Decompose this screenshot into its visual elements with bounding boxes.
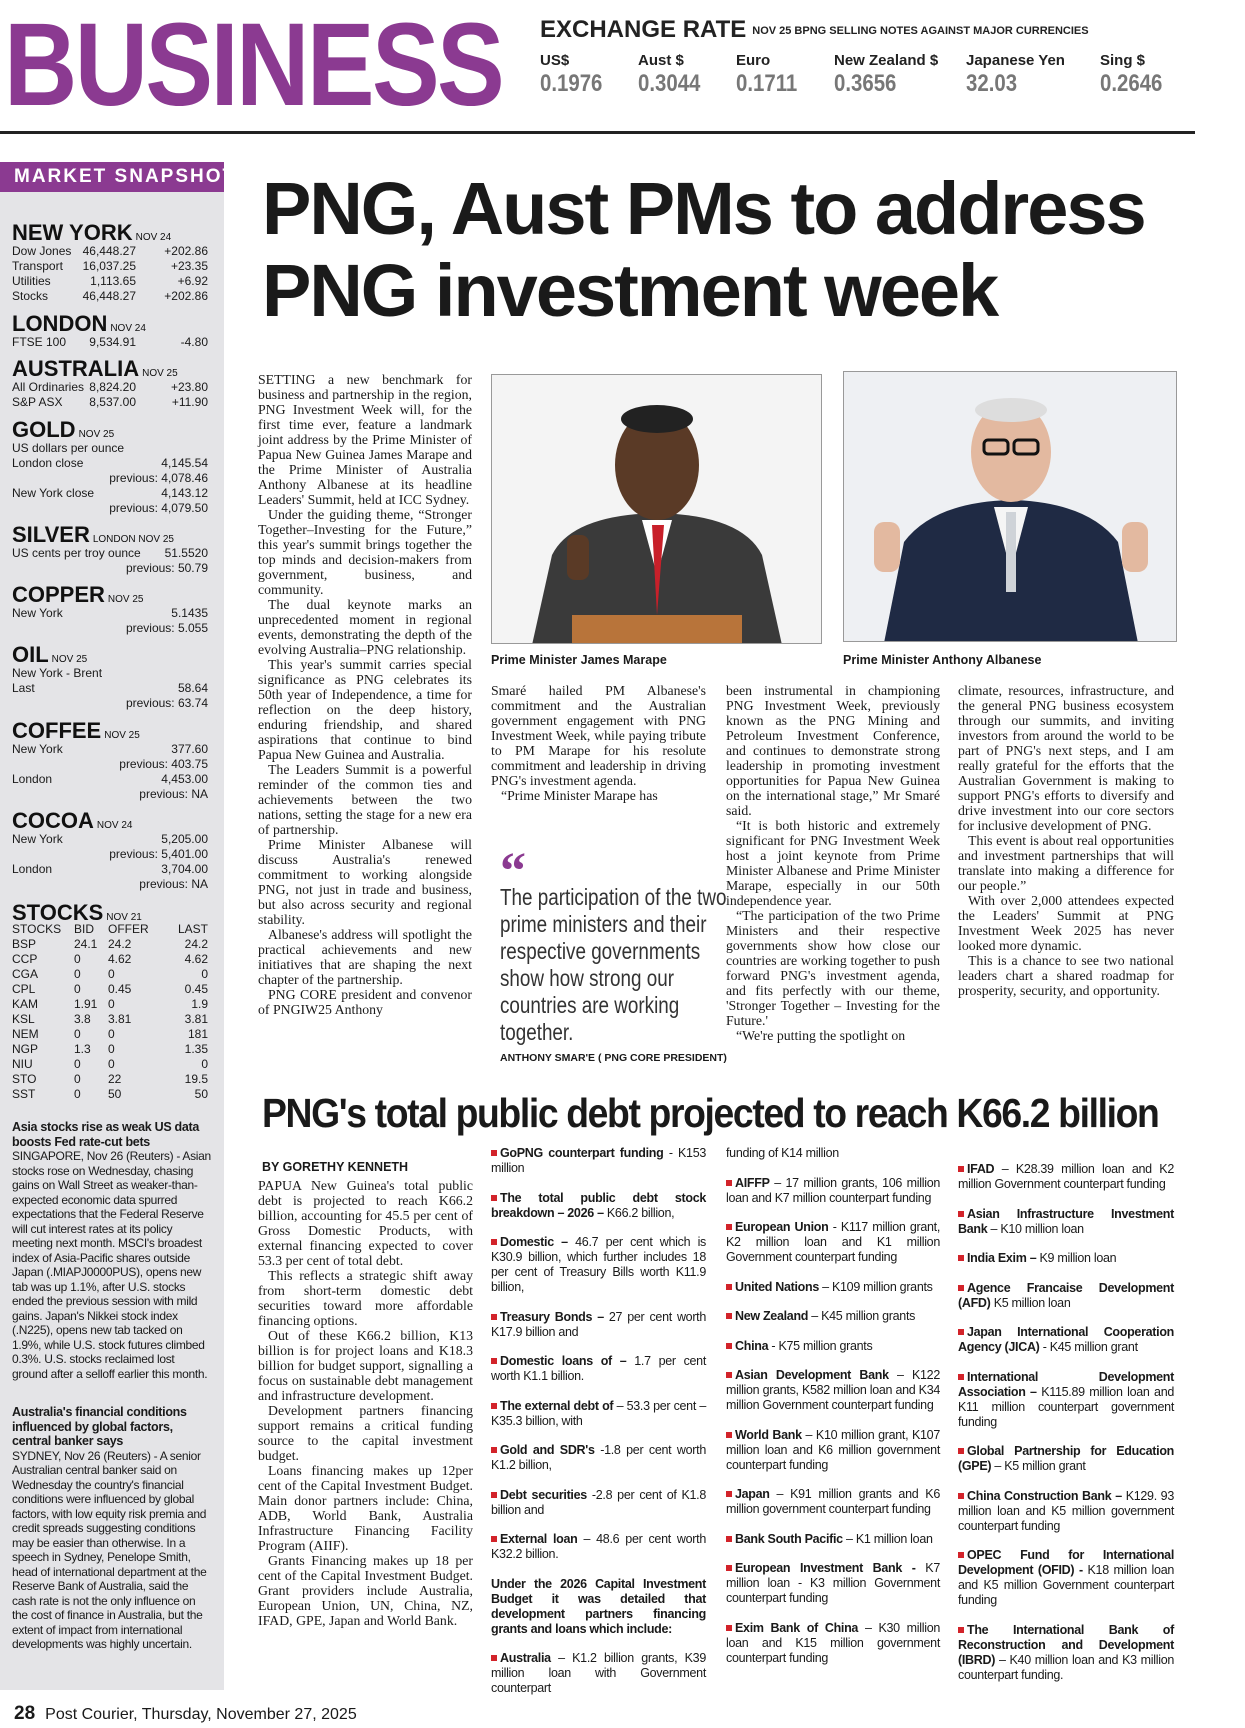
market-snapshot-banner: MARKET SNAPSHOT: [0, 162, 224, 192]
market-row: previous: 5.055: [125, 621, 208, 635]
market-row: London close 4,145.54: [12, 456, 208, 470]
debt-list-item: China - K75 million grants: [726, 1339, 940, 1354]
market-row: London 3,704.00: [12, 862, 208, 876]
stock-row: CCP 0 4.62 4.62: [12, 952, 208, 966]
lead-column-4: climate, resources, infrastructure, and the general PNG business ecosystem through our summits, and inviting investors from around the world to be part of PNG's next steps, and I am really grateful for the efforts that the Australian Government is making to support PNG's efforts to diversify and drive investment into our core sectors for inclusive development of PNG. This event is about real opportunities and investment partnerships that will translate into making a difference for our people.” With over 2,000 attendees expected the Leaders' Summit at PNG Investment Week 2025 has never looked more dynamic. This is a chance to see two national leaders chart a shared roadmap for prosperity, security, and opportunity.: [958, 683, 1174, 998]
stock-row: BSP 24.1 24.2 24.2: [12, 937, 208, 951]
stock-row: SST 0 50 50: [12, 1087, 208, 1101]
debt-list-item: European Union - K117 million grant, K2 million loan and K1 million Government counterpart funding: [726, 1220, 941, 1264]
debt-list-item: IFAD – K28.39 million loan and K2 million Government counterpart funding: [958, 1162, 1174, 1191]
market-unit: US dollars per ounce: [12, 441, 125, 455]
market-row: previous: 50.79: [125, 561, 208, 575]
exchange-rate-subtitle: NOV 25 BPNG SELLING NOTES AGAINST MAJOR CURRENCIES: [752, 24, 1089, 37]
exchange-rate-currency: Sing $: [1100, 52, 1146, 69]
exchange-rate-value: 32.03: [966, 70, 1018, 97]
market-row: FTSE 100 9,534.91 -4.80: [12, 335, 208, 349]
photo-albanese: [843, 371, 1177, 642]
market-row: previous: NA: [139, 877, 208, 891]
debt-list-item: United Nations – K109 million grants: [726, 1280, 940, 1295]
stock-row: STO 0 22 19.5: [12, 1072, 208, 1086]
market-row: previous: 4,078.46: [109, 471, 208, 485]
debt-list-item: OPEC Fund for International Development (OFID) - K18 million loan and K5 million Government counterpart funding: [958, 1548, 1174, 1607]
stock-row: KAM 1.91 0 1.9: [12, 997, 208, 1011]
market-heading-oil: OIL NOV 25: [12, 642, 88, 667]
market-row: New York 5,205.00: [12, 832, 208, 846]
debt-list-item: India Exim – K9 million loan: [958, 1251, 1174, 1266]
photo-marape: [491, 374, 822, 644]
market-row: previous: 63.74: [125, 696, 208, 710]
debt-list-item: Global Partnership for Education (GPE) – K5 million grant: [958, 1444, 1174, 1473]
debt-list-item: The total public debt stock breakdown – 2026 – K66.2 billion,: [491, 1190, 706, 1220]
debt-list-item: The external debt of – 53.3 per cent – K35.3 billion, with: [491, 1398, 707, 1428]
stock-row: CGA 0 0 0: [12, 967, 208, 981]
debt-list-item: GoPNG counterpart funding - K153 million: [491, 1146, 706, 1175]
market-row: All Ordinaries 8,824.20 +23.80: [12, 380, 208, 394]
news-brief: Asia stocks rise as weak US data boosts Fed rate-cut bets SINGAPORE, Nov 26 (Reuters) - Asian stocks rose on Wednesday, chasing gains on Wall Street as weaker-than-expected economic data spurred expectations that the Federal Reserve will cut interest rates at its policy meeting next month. MSCI's broadest index of Asia-Pacific shares outside Japan (.MIAPJ0000PUS), opens new tab was up 1.1%, after U.S. stocks ended the previous session with mild gains. Japan's Nikkei stock index (.N225), opens new tab tacked on 1.9%, while U.S. stock futures climbed 0.3%. U.S. stocks reclaimed lost ground after a selloff earlier this month.: [12, 1120, 211, 1381]
pull-quote: The participation of the two prime ministers and their respective governments show how strong our countries are working together.: [500, 884, 727, 1045]
stock-row: NIU 0 0 0: [12, 1057, 208, 1071]
lead-column-1: SETTING a new benchmark for business and partnership in the region, PNG Investment Week will, for the first time ever, feature a landmark joint address by the Prime Minister of Papua New Guinea James Marape and the Prime Minister of Australia Anthony Albanese at its headline Leaders' Summit, held at ICC Sydney. Under the guiding theme, “Stronger Together–Investing for the Future,” this year's summit brings together the top minds and decision-makers from government, business, and community. The dual keynote marks an unprecedented moment in regional events, demonstrating the depth of the evolving Australia–PNG relationship. This year's summit carries special significance as PNG celebrates its 50th year of Independence, a time for reflection on the deep history, enduring friendship, and shared aspirations that continue to bind Papua New Guinea and Australia. The Leaders Summit is a powerful reminder of the common ties and achievements between the two nations, setting the stage for a new era of partnership. Prime Minister Albanese will discuss Australia's renewed commitment to working alongside PNG, not just in trade and business, but also across security and regional stability. Albanese's address will spotlight the practical achievements and new initiatives that are shaping the next chapter of the partnership. PNG CORE president and convenor of PNGIW25 Anthony: [258, 372, 472, 1017]
market-heading-london: LONDON NOV 24: [12, 311, 146, 336]
photo-caption-marape: Prime Minister James Marape: [491, 653, 667, 667]
debt-list-item: External loan – 48.6 per cent worth K32.2 billion.: [491, 1532, 706, 1561]
stock-row: KSL 3.8 3.81 3.81: [12, 1012, 208, 1026]
stock-row: NGP 1.3 0 1.35: [12, 1042, 208, 1056]
market-heading-silver: SILVER LONDON NOV 25: [12, 522, 174, 547]
debt-list-item: Japan – K91 million grants and K6 million government counterpart funding: [726, 1487, 940, 1516]
market-row: previous: NA: [139, 787, 208, 801]
debt-list-item: Debt securities -2.8 per cent of K1.8 billion and: [491, 1487, 707, 1517]
debt-list-item: Treasury Bonds – 27 per cent worth K17.9 billion and: [491, 1309, 707, 1339]
exchange-rate-value: 0.3656: [834, 70, 897, 97]
market-heading-gold: GOLD NOV 25: [12, 417, 115, 442]
market-heading-stocks: STOCKS NOV 21: [12, 900, 142, 925]
market-row: US cents per troy ounce 51.5520: [12, 546, 208, 560]
market-heading-australia: AUSTRALIA NOV 25: [12, 356, 178, 381]
debt-list-item: Japan International Cooperation Agency (JICA) - K45 million grant: [958, 1325, 1174, 1354]
exchange-rate-value: 0.2646: [1100, 70, 1163, 97]
market-row: S&P ASX 8,537.00 +11.90: [12, 395, 208, 409]
exchange-rate-value: 0.1976: [540, 70, 603, 97]
exchange-rate-currency: Euro: [736, 52, 771, 69]
market-row: Dow Jones 46,448.27 +202.86: [12, 244, 208, 258]
lead-column-3: been instrumental in championing PNG Investment Week, previously known as the PNG Mining and Petroleum Investment Conference, and continues to demonstrate strong leadership in promoting investment opportunities for Papua New Guinea on the international stage,” Mr Smaré said. “It is both historic and extremely significant for PNG Investment Week host a joint keynote from Prime Minister Albanese and Prime Minister Marape, especially in our 50th independence year. “The participation of the two Prime Ministers and their respective governments show how close our countries are working together to push forward PNG's investment agenda, and fits perfectly with our theme, 'Stronger Together – Investing for the Future.' “We're putting the spotlight on: [726, 683, 940, 1043]
debt-list-2: funding of K14 million AIFFP – 17 million grants, 106 million loan and K7 million counterpart funding European Union - K117 million grant, K2 million loan and K1 million Government counterpart funding United Nations – K109 million grants New Zealand – K45 million grants China - K75 million grants Asian Development Bank – K122 million grants, K582 million loan and K34 million Government counterpart funding World Bank – K10 million grant, K107 million loan and K6 million government counterpart funding Japan – K91 million grants and K6 million government counterpart funding Bank South Pacific – K1 million loan European Investment Bank - K7 million loan - K3 million Government counterpart funding Exim Bank of China – K30 million loan and K15 million government counterpart funding: [726, 1146, 941, 1665]
debt-headline: PNG's total public debt projected to reach K66.2 billion: [262, 1090, 1159, 1136]
pull-quote-attribution: ANTHONY SMAR'E ( PNG CORE PRESIDENT): [500, 1052, 727, 1064]
market-row: New York 5.1435: [12, 606, 208, 620]
market-heading-copper: COPPER NOV 25: [12, 582, 144, 607]
exchange-rate-value: 0.3044: [638, 70, 701, 97]
market-row: London 4,453.00: [12, 772, 208, 786]
stock-row: CPL 0 0.45 0.45: [12, 982, 208, 996]
debt-list-1: GoPNG counterpart funding - K153 million The total public debt stock breakdown – 2026 – K66.2 billion, Domestic – 46.7 per cent which is K30.9 billion, which further includes 18 per cent of Treasury Bills worth K11.9 billion, Treasury Bonds – 27 per cent worth K17.9 billion and Domestic loans of – 1.7 per cent worth K1.1 billion. The external debt of – 53.3 per cent – K35.3 billion, with Gold and SDR's -1.8 per cent worth K1.2 billion, Debt securities -2.8 per cent of K1.8 billion and External loan – 48.6 per cent worth K32.2 billion. Under the 2026 Capital Investment Budget it was detailed that development partners financing grants and loans which include: Australia – K1.2 billion grants, K39 million loan with Government counterpart: [491, 1146, 707, 1695]
stock-row: NEM 0 0 181: [12, 1027, 208, 1041]
market-heading-cocoa: COCOA NOV 24: [12, 808, 133, 833]
debt-list-3: [958, 1162, 1174, 1697]
debt-list-item: Agence Francaise Development (AFD) K5 million loan: [958, 1280, 1174, 1310]
debt-list-item: China Construction Bank – K129. 93 million loan and K5 million government counterpart funding: [958, 1488, 1174, 1533]
debt-list-item: European Investment Bank - K7 million loan - K3 million Government counterpart funding: [726, 1561, 940, 1605]
lead-headline: PNG, Aust PMs to address PNG investment week: [262, 167, 1145, 332]
photo-caption-albanese: Prime Minister Anthony Albanese: [843, 653, 1042, 667]
debt-list-item: Domestic loans of – 1.7 per cent worth K1.1 billion.: [491, 1354, 707, 1383]
debt-list-item: International Development Association – K115.89 million loan and K11 million counterpart government funding: [958, 1369, 1175, 1429]
exchange-rate-currency: Japanese Yen: [966, 52, 1065, 69]
market-unit: New York - Brent: [12, 666, 103, 680]
debt-list-item: Asian Development Bank – K122 million grants, K582 million loan and K34 million Government counterpart funding: [726, 1368, 940, 1412]
exchange-rate-currency: US$: [540, 52, 570, 69]
page-number: 28: [14, 1703, 36, 1724]
market-row: Stocks 46,448.27 +202.86: [12, 289, 208, 303]
market-row: Last 58.64: [12, 681, 208, 695]
debt-body: PAPUA New Guinea's total public debt is projected to reach K66.2 billion, accounting for 45.5 per cent of Gross Domestic Products, with external financing expected to cover 53.3 per cent of total debt. This reflects a strategic shift away from short-term domestic debt securities toward more affordable financing options. Out of these K66.2 billion, K13 billion is for project loans and K18.3 billion for budget support, signalling a focus on sustainable debt management and infrastructure development. Development partners financing support remains a critical funding source to the capital investment budget. Loans financing makes up 12per cent of the Capital Investment Budget. Main donor partners include: China, ADB, World Bank, Australia Infrastructure Financing Facility Program (AIIF). Grants Financing makes up 18 per cent of the Capital Investment Budget. Grant providers include Australia, European Union, UN, China, NZ, IFAD, GPE, Japan and World Bank.: [258, 1178, 473, 1628]
market-row: Transport 16,037.25 +23.35: [12, 259, 208, 273]
market-row: previous: 403.75: [119, 757, 208, 771]
debt-list-item: Exim Bank of China – K30 million loan and K15 million government counterpart funding: [726, 1620, 941, 1665]
news-brief: Australia's financial conditions influenced by global factors, central banker says SYDNEY, Nov 26 (Reuters) - A senior Australian central banker said on Wednesday the country's financial conditions were influenced by global factors, with low equity risk premia and credit spreads suggesting conditions may be easier than otherwise. In a speech in Sydney, Penelope Smith, head of international department at the Reserve Bank of Australia, said the cash rate is not the only influence on the cost of finance in Australia, but the extent of impact from international developments was highly uncertain.: [12, 1405, 207, 1651]
market-row: previous: 5,401.00: [109, 847, 208, 861]
lead-column-2: Smaré hailed PM Albanese's commitment and the Australian government engagement with PNG Investment Week, while paying tribute to PM Marape for his resolute commitment and leadership in driving PNG's investment agenda. “Prime Minister Marape has: [491, 683, 706, 803]
market-heading-coffee: COFFEE NOV 25: [12, 718, 140, 743]
debt-list-item: World Bank – K10 million grant, K107 million loan and K6 million government counterpart funding: [726, 1427, 940, 1472]
exchange-rate-currency: Aust $: [638, 52, 684, 69]
debt-byline: BY GORETHY KENNETH: [262, 1160, 409, 1174]
section-title: BUSINESS: [4, 0, 503, 131]
market-row: Utilities 1,113.65 +6.92: [12, 274, 208, 288]
quote-mark: “: [500, 843, 526, 900]
debt-list-item: New Zealand – K45 million grants: [726, 1309, 940, 1324]
market-row: New York close 4,143.12: [12, 486, 208, 500]
exchange-rate-title: EXCHANGE RATE NOV 25 BPNG SELLING NOTES AGAINST MAJOR CURRENCIES: [540, 16, 1089, 43]
debt-list-item: Asian Infrastructure Investment Bank – K10 million loan: [958, 1206, 1174, 1236]
divider: [0, 131, 1195, 134]
debt-list-item: Gold and SDR's -1.8 per cent worth K1.2 billion,: [491, 1443, 706, 1472]
debt-list-item: Domestic – 46.7 per cent which is K30.9 billion, which further includes 18 per cent of Treasury Bills worth K11.9 billion,: [491, 1235, 706, 1294]
debt-list-item: The International Bank of Reconstruction and Development (IBRD) – K40 million loan and K3 million counterpart funding.: [958, 1622, 1174, 1682]
debt-list-item: AIFFP – 17 million grants, 106 million loan and K7 million counterpart funding: [726, 1175, 940, 1205]
exchange-rate-currency: New Zealand $: [834, 52, 939, 69]
exchange-rate-value: 0.1711: [736, 70, 798, 97]
market-row: previous: 4,079.50: [109, 501, 208, 515]
market-row: New York 377.60: [12, 742, 208, 756]
page-footer: 28 Post Courier, Thursday, November 27, 2025: [14, 1703, 357, 1724]
market-heading-newyork: NEW YORK NOV 24: [12, 220, 172, 245]
debt-list-item: Bank South Pacific – K1 million loan: [726, 1532, 940, 1547]
stock-row: STOCKS BID OFFER LAST: [12, 922, 208, 936]
